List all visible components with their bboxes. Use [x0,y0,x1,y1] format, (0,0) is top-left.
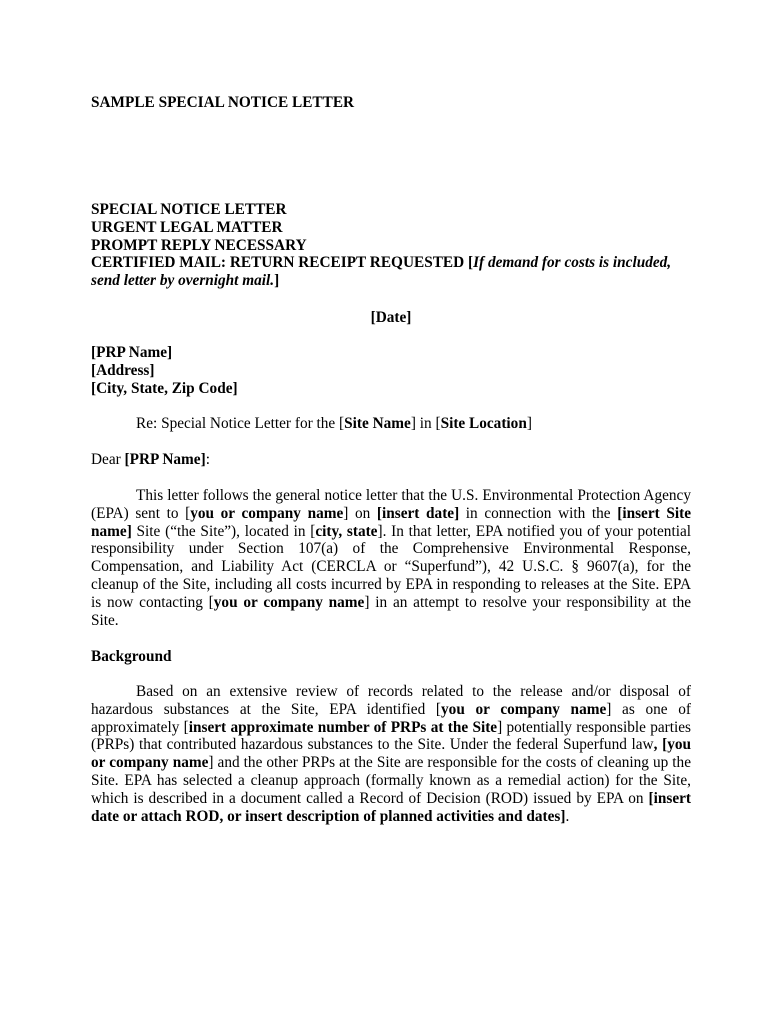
document-title: SAMPLE SPECIAL NOTICE LETTER [91,94,355,111]
notice-header-block [91,201,691,290]
recipient-city: [City, State, Zip Code] [91,379,238,397]
paragraph-general-notice: This letter follows the general notice letter that the U.S. Environmental Protection Agency (EPA) sent to [you or company name] on [insert date] in connection with the [insert Site name] Site (“the Site”), located in [city, state]. In that letter, EPA notified you of your potential responsibility under Section 107(a) of the Comprehensive Environmental Response, Compensation, and Liability Act (CERCLA or “Superfund”), 42 U.S.C. § 9607(a), for the cleanup of the Site, including all costs incurred by EPA in responding to releases at the Site. EPA is now contacting [you or company name] in an attempt to resolve your responsibility at the Site. [91,487,692,629]
recipient-block [91,344,691,397]
paragraph-background: Based on an extensive review of records related to the release and/or disposal of hazardous substances at the Site, EPA identified [you or company name] as one of approximately [insert approximate number of PRPs at the Site] potentially responsible parties (PRPs) that contributed hazardous substances to the Site. Under the federal Superfund law, [you or company name] and the other PRPs at the Site are responsible for the costs of cleaning up the Site. EPA has selected a cleanup approach (formally known as a remedial action) for the Site, which is described in a document called a Record of Decision (ROD) issued by EPA on [insert date or attach ROD, or insert description of planned activities and dates]. [91,683,692,825]
re-line: Re: Special Notice Letter for the [Site Name] in [Site Location] [136,415,532,432]
header-urgent-legal: URGENT LEGAL MATTER [91,218,283,236]
header-prompt-reply: PROMPT REPLY NECESSARY [91,236,307,254]
salutation: Dear [PRP Name]: [91,451,210,468]
recipient-name: [PRP Name] [91,344,173,361]
header-special-notice: SPECIAL NOTICE LETTER [91,201,287,218]
header-certified-mail: CERTIFIED MAIL: RETURN RECEIPT REQUESTED [If demand for costs is included, send letter by overnight mail.] [91,254,672,290]
certified-mail-note: If demand for costs is included, send letter by overnight mail. [91,254,672,290]
letter-date: [Date] [370,309,412,326]
recipient-address: [Address] [91,361,155,379]
background-heading: Background [91,648,172,665]
